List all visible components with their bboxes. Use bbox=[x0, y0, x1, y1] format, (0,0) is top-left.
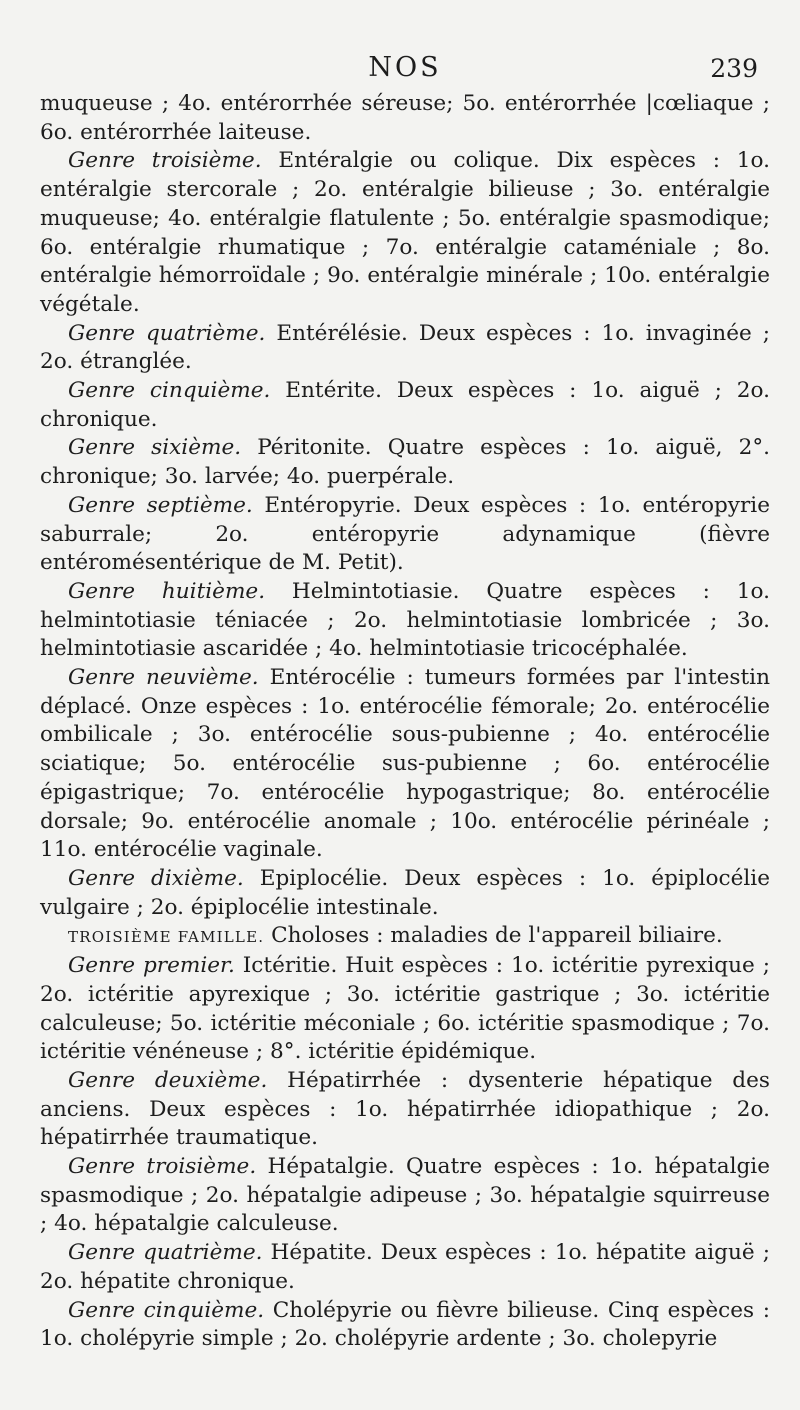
paragraph-text: Helmintotiasie. Quatre espèces : 1o. helmintotiasie téniacée ; 2o. helmintotiasie lombricée ; 3o. helmintotiasie ascaridée ; 4o. helmintotiasie tricocéphalée. bbox=[40, 578, 770, 662]
running-title: NOS bbox=[368, 52, 442, 83]
paragraph-genre-huitieme bbox=[40, 578, 770, 664]
page-number: 239 bbox=[710, 54, 758, 83]
paragraph-genre-septieme bbox=[40, 492, 770, 578]
family-heading: TROISIÈME FAMILLE. bbox=[68, 928, 265, 947]
paragraph-text: Hépatirrhée : dysenterie hépatique des anciens. Deux espèces : 1o. hépatirrhée idiopathique ; 2o. hépatirrhée traumatique. bbox=[40, 1067, 770, 1151]
genre-heading: Genre sixième. bbox=[68, 435, 242, 461]
paragraph-genre-troisieme-2 bbox=[40, 1153, 770, 1239]
paragraph-text: Choloses : maladies de l'appareil biliaire. bbox=[264, 923, 723, 949]
paragraph-genre-sixieme bbox=[40, 434, 770, 491]
genre-heading: Genre huitième. bbox=[68, 578, 266, 604]
paragraph-text: Entérélésie. Deux espèces : 1o. invaginée ; 2o. étranglée. bbox=[40, 320, 770, 375]
paragraph-text: Entérite. Deux espèces : 1o. aiguë ; 2o. chronique. bbox=[40, 378, 770, 432]
page-header bbox=[40, 52, 770, 90]
paragraph-text: Hépatite. Deux espèces : 1o. hépatite aiguë ; 2o. hépatite chronique. bbox=[40, 1240, 770, 1294]
page-body bbox=[40, 90, 770, 1354]
paragraph-text: Péritonite. Quatre espèces : 1o. aiguë, 2°. chronique; 3o. larvée; 4o. puerpérale. bbox=[40, 435, 770, 490]
genre-heading: Genre premier. bbox=[68, 953, 235, 979]
paragraph-genre-troisieme bbox=[40, 147, 770, 319]
genre-heading: Genre neuvième. bbox=[68, 665, 259, 691]
genre-heading: Genre septième. bbox=[68, 492, 253, 518]
genre-heading: Genre cinquième. bbox=[68, 1297, 265, 1323]
paragraph-troisieme-famille bbox=[40, 922, 770, 952]
genre-heading: Genre troisième. bbox=[68, 1154, 257, 1180]
paragraph-text: Epiplocélie. Deux espèces : 1o. épiplocélie vulgaire ; 2o. épiplocélie intestinale. bbox=[40, 865, 770, 920]
genre-heading: Genre cinquième. bbox=[68, 378, 271, 404]
paragraph-text: Hépatalgie. Quatre espèces : 1o. hépatalgie spasmodique ; 2o. hépatalgie adipeuse ; 3o. hépatalgie squirreuse ; 4o. hépatalgie calculeuse. bbox=[40, 1154, 770, 1237]
genre-heading: Genre deuxième. bbox=[68, 1067, 268, 1093]
genre-heading: Genre dixième. bbox=[68, 865, 244, 891]
genre-heading: Genre quatrième. bbox=[68, 320, 266, 346]
paragraph-text: muqueuse ; 4o. entérorrhée séreuse; 5o. entérorrhée |cœliaque ; 6o. entérorrhée laiteuse. bbox=[40, 91, 770, 145]
paragraph-genre-dixieme bbox=[40, 865, 770, 922]
paragraph-genre-quatrieme-2 bbox=[40, 1239, 770, 1296]
paragraph-text: Ictéritie. Huit espèces : 1o. ictéritie pyrexique ; 2o. ictéritie apyrexique ; 3o. ictéritie gastrique ; 3o. ictéritie calculeuse; 5o. ictéritie méconiale ; 6o. ictéritie spasmodique ; 7o. ictéritie vénéneuse ; 8°. ictéritie épidémique. bbox=[40, 953, 770, 1065]
paragraph-genre-deuxieme bbox=[40, 1067, 770, 1153]
genre-heading: Genre troisième. bbox=[68, 148, 262, 174]
paragraph-text: Entéralgie ou colique. Dix espèces : 1o. entéralgie stercorale ; 2o. entéralgie bilieuse ; 3o. entéralgie muqueuse; 4o. entéralgie flatulente ; 5o. entéralgie spasmodique; 6o. entéralgie rhumatique ; 7o. entéralgie cataméniale ; 8o. entéralgie hémorroïdale ; 9o. entéralgie minérale ; 10o. entéralgie végétale. bbox=[40, 148, 770, 317]
paragraph-genre-cinquieme bbox=[40, 377, 770, 434]
paragraph-text: Entérocélie : tumeurs formées par l'intestin déplacé. Onze espèces : 1o. entérocélie fémorale; 2o. entérocélie ombilicale ; 3o. entérocélie sous-pubienne ; 4o. entérocélie sciatique; 5o. entérocélie sus-pubienne ; 6o. entérocélie épigastrique; 7o. entérocélie hypogastrique; 8o. entérocélie dorsale; 9o. entérocélie anomale ; 10o. entérocélie périnéale ; 11o. entérocélie vaginale. bbox=[40, 665, 770, 863]
paragraph-text: Cholépyrie ou fièvre bilieuse. Cinq espèces : 1o. cholépyrie simple ; 2o. cholépyrie ardente ; 3o. cholepyrie bbox=[40, 1297, 771, 1352]
paragraph-genre-premier bbox=[40, 952, 770, 1067]
genre-heading: Genre quatrième. bbox=[68, 1240, 263, 1266]
paragraph-text: Entéropyrie. Deux espèces : 1o. entéropyrie saburrale; 2o. entéropyrie adynamique (fièvre entéromésentérique de M. Petit). bbox=[40, 492, 770, 576]
paragraph-continuation bbox=[40, 90, 770, 147]
paragraph-genre-quatrieme bbox=[40, 320, 770, 377]
paragraph-genre-neuvieme bbox=[40, 664, 770, 865]
paragraph-genre-cinquieme-2 bbox=[40, 1297, 770, 1354]
